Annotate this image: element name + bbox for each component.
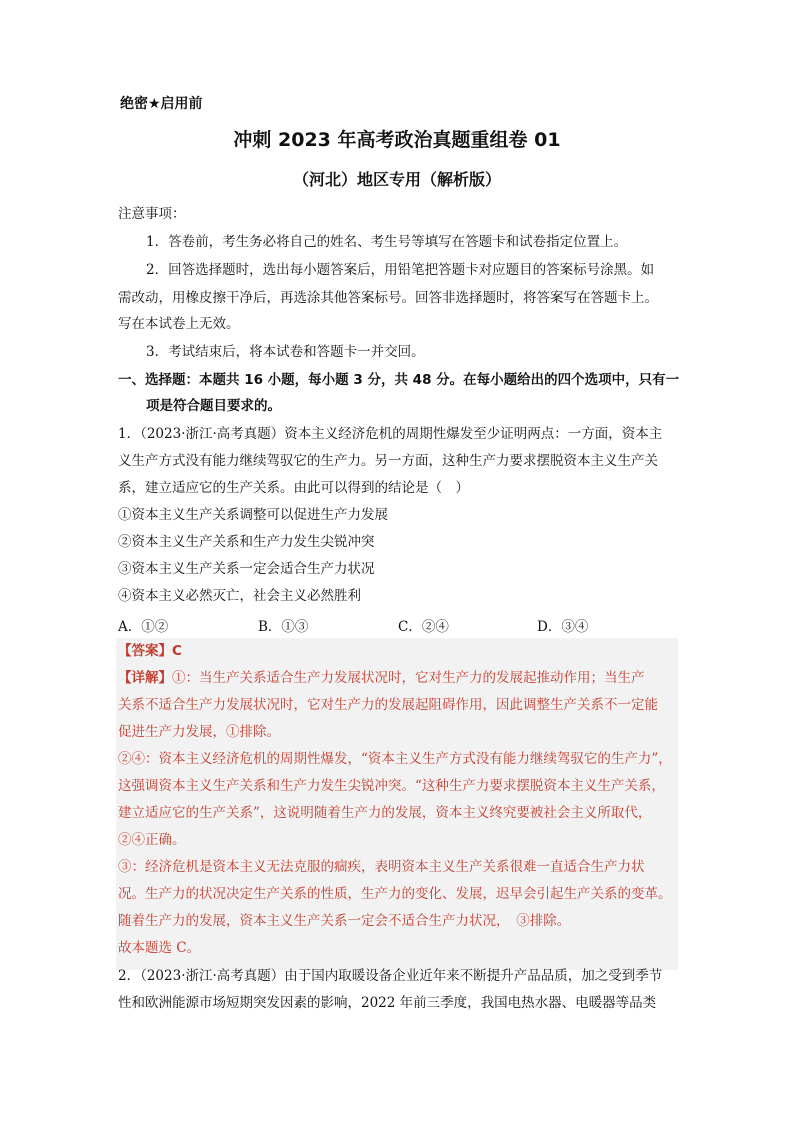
notice-item-2-line-2: 需改动，用橡皮擦干净后，再选涂其他答案标号。回答非选择题时，将答案写在答题卡上。: [118, 290, 658, 306]
question-1-statement-3: ③资本主义生产关系一定会适合生产力状况: [118, 561, 375, 577]
detail-tag: 【详解】: [118, 670, 172, 686]
question-1-detail-line-11: 故本题选 C。: [118, 940, 201, 956]
notice-item-2-line-3: 写在本试卷上无效。: [118, 316, 240, 332]
question-1-statement-1: ①资本主义生产关系调整可以促进生产力发展: [118, 507, 388, 523]
question-1-stem-line-1: 1．（2023·浙江·高考真题）资本主义经济危机的周期性爆发至少证明两点：一方面，资本主: [118, 426, 663, 442]
question-1-statement-2: ②资本主义生产关系和生产力发生尖锐冲突: [118, 534, 375, 550]
page-subtitle: （河北）地区专用（解析版）: [292, 170, 501, 189]
question-1-detail-line-1: [118, 668, 645, 688]
question-1-detail-line-6: 建立适应它的生产关系”，这说明随着生产力的发展，资本主义终究要被社会主义所取代，: [118, 805, 652, 821]
question-1-stem-line-2: 义生产方式没有能力继续驾驭它的生产力。另一方面，这种生产力要求摆脱资本主义生产关: [118, 453, 658, 469]
notice-item-3: 3．考试结束后，将本试卷和答题卡一并交回。: [146, 344, 425, 360]
question-1-option-d: D．③④: [537, 619, 589, 635]
notice-heading: 注意事项：: [118, 206, 186, 222]
question-2-stem-line-2: 性和欧洲能源市场短期突发因素的影响，2022 年前三季度，我国电热水器、电暖器等品类: [118, 995, 657, 1011]
question-1-statement-4: ④资本主义必然灭亡，社会主义必然胜利: [118, 588, 361, 604]
question-1-stem-line-3: 系，建立适应它的生产关系。由此可以得到的结论是（ ）: [118, 480, 469, 496]
confidential-mark: 绝密★启用前: [120, 96, 203, 112]
question-1-detail-line-3: 促进生产力发展，①排除。: [118, 724, 280, 740]
detail-text: ①：当生产关系适合生产力发展状况时，它对生产力的发展起推动作用；当生产: [172, 670, 645, 686]
section-heading-line-2: 项是符合题目要求的。: [146, 398, 281, 414]
question-1-answer: 【答案】C: [118, 643, 182, 659]
notice-item-1: 1．答卷前，考生务必将自己的姓名、考生号等填写在答题卡和试卷指定位置上。: [146, 234, 628, 250]
question-1-option-a: A．①②: [118, 619, 169, 635]
question-1-option-c: C．②④: [398, 619, 449, 635]
question-2-stem-line-1: 2．（2023·浙江·高考真题）由于国内取暖设备企业近年来不断提升产品品质，加之受到季节: [118, 968, 663, 984]
question-1-detail-line-2: 关系不适合生产力发展状况时，它对生产力的发展起阻碍作用，因此调整生产关系不一定能: [118, 697, 658, 713]
notice-item-2-line-1: 2．回答选择题时，选出每小题答案后，用铅笔把答题卡对应题目的答案标号涂黑。如: [146, 262, 655, 278]
section-heading-line-1: 一、选择题：本题共 16 小题，每小题 3 分，共 48 分。在每小题给出的四个选项中，只有一: [118, 372, 680, 388]
question-1-detail-line-10: 随着生产力的发展，资本主义生产关系一定会不适合生产力状况， ③排除。: [118, 913, 571, 929]
question-1-option-b: B．①③: [258, 619, 309, 635]
question-1-detail-line-5: 这强调资本主义生产关系和生产力发生尖锐冲突。“这种生产力要求摆脱资本主义生产关系，: [118, 778, 665, 794]
question-1-detail-line-4: ②④：资本主义经济危机的周期性爆发，“资本主义生产方式没有能力继续驾驭它的生产力”，: [118, 751, 672, 767]
question-1-detail-line-7: ②④正确。: [118, 832, 186, 848]
question-1-detail-line-9: 况。生产力的状况决定生产关系的性质，生产力的变化、发展，迟早会引起生产关系的变革。: [118, 886, 672, 902]
question-1-detail-line-8: ③：经济危机是资本主义无法克服的痼疾，表明资本主义生产关系很难一直适合生产力状: [118, 859, 645, 875]
page-title: 冲刺 2023 年高考政治真题重组卷 01: [233, 129, 561, 151]
